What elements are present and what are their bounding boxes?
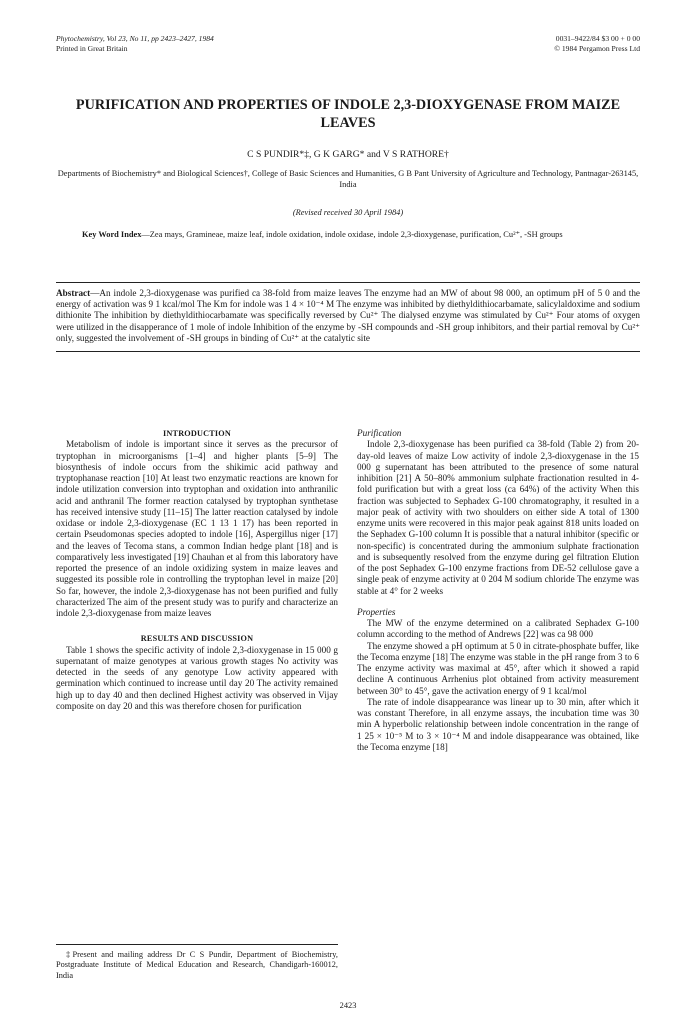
abstract-box — [56, 282, 640, 352]
printed-in: Printed in Great Britain — [56, 44, 128, 53]
abstract — [56, 288, 640, 344]
revised-date: (Revised received 30 April 1984) — [292, 208, 404, 217]
footnote-text: ‡Present and mailing address Dr C S Pundir, Department of Biochemistry, Postgraduate Institute of Medical Education and Research, Chandigarh-160012, India — [56, 950, 338, 980]
keyword-text: —Zea mays, Gramineae, maize leaf, indole oxidation, indole oxidase, indole 2,3-dioxygenase, purification, Cu²⁺, -SH groups — [141, 230, 563, 239]
journal-header-right — [554, 34, 640, 54]
page-number: 2423 — [339, 1001, 357, 1010]
issn-price: 0031–9422/84 $3 00 + 0 00 — [555, 34, 640, 43]
journal-citation: Phytochemistry, Vol 23, No 11, pp 2423–2427, 1984 — [56, 34, 214, 43]
author-list: C S PUNDIR*‡, G K GARG* and V S RATHORE† — [247, 149, 449, 160]
keyword-label: Key Word Index — [82, 230, 142, 239]
copyright-notice: © 1984 Pergamon Press Ltd — [554, 44, 640, 53]
left-column — [56, 428, 338, 712]
journal-header-left — [56, 34, 214, 54]
introduction-heading: INTRODUCTION — [163, 429, 231, 438]
results-text: Table 1 shows the specific activity of indole 2,3-dioxygenase in 15 000 g supernatant of maize genotypes at various growth stages No activity was detected in the seeds of any genotype Low activity appeared with germination which continued to increase until day 20 The activity remained high up to day 40 and then declined Highest activity was observed in Vijay composite on day 20 and this was therefore chosen for purification — [56, 644, 338, 711]
properties-heading: Properties — [357, 606, 396, 617]
keyword-index — [82, 230, 614, 241]
article-title: PURIFICATION AND PROPERTIES OF INDOLE 2,3-DIOXYGENASE FROM MAIZE LEAVES — [75, 97, 621, 131]
abstract-label: Abstract — [56, 288, 91, 298]
purification-text: Indole 2,3-dioxygenase has been purified ca 38-fold (Table 2) from 20-day-old leaves of maize Low activity of indole 2,3-dioxygenase in the 15 000 g supernatant has been attributed to the presence of some natural inhibition [21] A 50–80% ammonium sulphate fractionation resulted in 4-fold purification but with a great loss (ca 64%) of the activity When this fraction was subjected to Sephadex G-100 chromatography, it resulted in a major peak of activity with two shoulders on either side A total of 1300 enzyme units were recovered in this major peak against 818 units loaded on the Sephadex G-100 column It is possible that a natural inhibitor (specific or non-specific) is concentrated during the ammonium sulphate fractionation and is subsequently resolved from the enzyme during gel filtration Elution of the post Sephadex G-100 enzyme fractions from DE-52 cellulose gave a single peak of enzyme activity at 0 204 M sodium chloride The enzyme was stable at 4° for 2 weeks — [357, 439, 639, 596]
properties-text-1: The MW of the enzyme determined on a calibrated Sephadex G-100 column according to the method of Andrews [22] was ca 98 000 — [357, 618, 639, 640]
properties-text-2: The enzyme showed a pH optimum at 5 0 in citrate-phosphate buffer, like the Tecoma enzyme [18] The enzyme was stable in the pH range from 3 to 6 The enzyme activity was maximal at 45°, after which it showed a rapid decline A continuous Arrhenius plot obtained from activity measurement between 30° to 45°, gave the activation energy of 9 1 kcal/mol — [357, 640, 639, 696]
affiliation: Departments of Biochemistry* and Biological Sciences†, College of Basic Sciences and Humanities, G B Pant University of Agriculture and Technology, Pantnagar-263145, India — [57, 169, 639, 189]
properties-text-3: The rate of indole disappearance was linear up to 30 min, after which it was constant Therefore, in all enzyme assays, the incubation time was 30 min A hyperbolic relationship between indole concentration in the range of 1 25 × 10⁻⁵ M to 3 × 10⁻⁴ M and indole disappearance was obtained, like the Tecoma enzyme [18] — [357, 696, 639, 752]
introduction-text: Metabolism of indole is important since it serves as the precursor of tryptophan in microorganisms [1–4] and higher plants [5–9] The biosynthesis of indole occurs from the shikimic acid pathway and tryptophanase reaction [10] At least two enzymatic reactions are known for indole utilization conversion into tryptophan and oxidation into anthranilic acid and anthranil The former reaction catalysed by tryptophan synthetase has received intensive study [11–15] The latter reaction catalysed by indole oxidase or indole 2,3-dioxygenase (EC 1 13 1 17) has been reported in certain Pseudomonas species adopted to indole [16], Aspergillus niger [17] and the leaves of Tecoma stans, a common Indian hedge plant [18] and is comparatively less investigated [19] Chauhan et al from this laboratory have reported the presence of an indole oxidizing system in maize leaves and suggested its possible role in controlling the tryptophan level in maize [20] So far, however, the indole 2,3-dioxygenase has not been purified and fully characterized The aim of the present study was to purify and characterize an indole 2,3-dioxygenase from maize leaves — [56, 439, 338, 618]
results-heading: RESULTS AND DISCUSSION — [140, 634, 254, 644]
abstract-text: —An indole 2,3-dioxygenase was purified ca 38-fold from maize leaves The enzyme had an MW of about 98 000, an optimum pH of 5 0 and the energy of activation was 9 1 kcal/mol The Km for indole was 1 4 × 10⁻⁴ M The enzyme was inhibited by diethyldithiocarbamate, salicylaldoxime and sodium dithionite The inhibition by diethyldithiocarbamate was specifically reversed by Cu²⁺ The dialysed enzyme was stimulated by Cu²⁺ Four atoms of oxygen were utilized in the disapperance of 1 mole of indole Inhibition of the enzyme by -SH compounds and -SH group inhibitors, and their partial removal by Cu²⁺ only, suggested the involvement of -SH groups in binding of Cu²⁺ at the catalytic site — [56, 288, 640, 343]
purification-heading: Purification — [357, 428, 402, 438]
footnote — [56, 944, 338, 981]
right-column — [357, 428, 639, 753]
